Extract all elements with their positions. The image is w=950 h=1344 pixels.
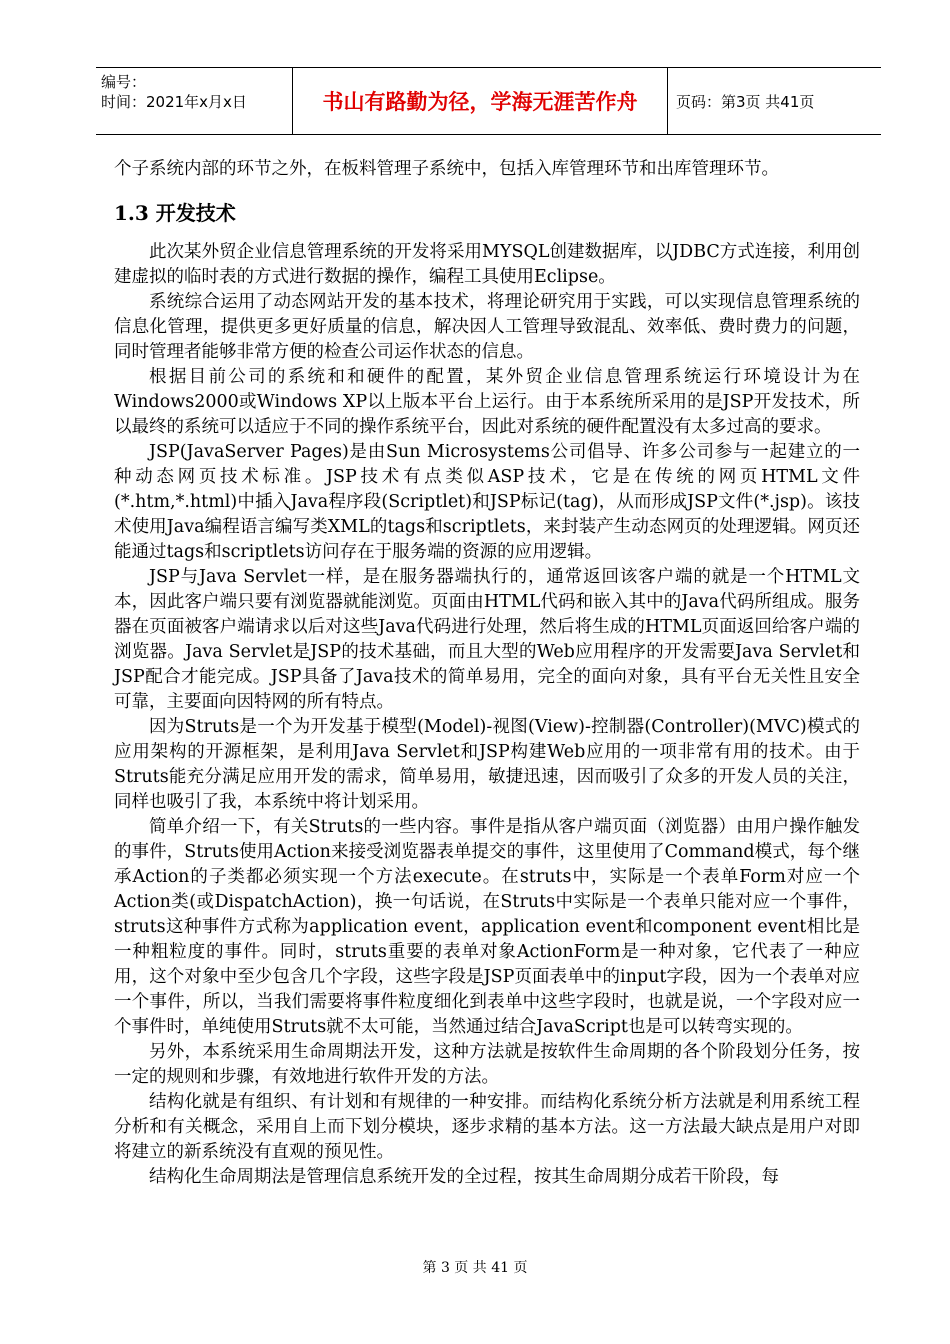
paragraph: JSP与Java Servlet一样，是在服务器端执行的，通常返回该客户端的就是一个HTML文本，因此客户端只要有浏览器就能浏览。页面由HTML代码和嵌入其中的Java代码所组成。服务器在页面被客户端请求以后对这些Java代码进行处理，然后将生成的HTML页面返回给客户端的浏览器。Java Servlet是JSP的技术基础，而且大型的Web应用程序的开发需要Java Servlet和JSP配合才能完成。JSP具备了Java技术的简单易用，完全的面向对象，具有平台无关性且安全可靠，主要面向因特网的所有特点。	[114, 567, 860, 712]
page-footer: 第 3 页 共 41 页	[422, 1260, 528, 1276]
header-table	[96, 67, 881, 135]
paragraph: 系统综合运用了动态网站开发的基本技术，将理论研究用于实践，可以实现信息管理系统的信息化管理，提供更多更好质量的信息，解决因人工管理导致混乱、效率低、费时费力的问题，同时管理者能够非常方便的检查公司运作状态的信息。	[114, 292, 860, 362]
paragraph: 简单介绍一下，有关Struts的一些内容。事件是指从客户端页面（浏览器）由用户操作触发的事件，Struts使用Action来接受浏览器表单提交的事件，这里使用了Command模式，每个继承Action的子类都必须实现一个方法execute。在struts中，实际是一个表单Form对应一个Action类(或DispatchAction)，换一句话说，在Struts中实际是一个表单只能对应一个事件，struts这种事件方式称为application event，application event和component event相比是一种粗粒度的事件。同时，struts重要的表单对象ActionForm是一种对象，它代表了一种应用，这个对象中至少包含几个字段，这些字段是JSP页面表单中的input字段，因为一个表单对应一个事件，所以，当我们需要将事件粒度细化到表单中这些字段时，也就是说，一个字段对应一个事件时，单纯使用Struts就不太可能，当然通过结合JavaScript也是可以转弯实现的。	[114, 817, 860, 1037]
paragraph: 另外，本系统采用生命周期法开发，这种方法就是按软件生命周期的各个阶段划分任务，按一定的规则和步骤，有效地进行软件开发的方法。	[114, 1042, 860, 1087]
time-label: 时间：2021年x月x日	[101, 93, 247, 111]
document-body	[114, 157, 860, 1190]
paragraph: 结构化生命周期法是管理信息系统开发的全过程，按其生命周期分成若干阶段，每	[149, 1167, 779, 1187]
number-label: 编号：	[101, 73, 147, 91]
paragraph: 结构化就是有组织、有计划和有规律的一种安排。而结构化系统分析方法就是利用系统工程分析和有关概念，采用自上而下划分模块，逐步求精的基本方法。这一方法最大缺点是用户对即将建立的新系统没有直观的预见性。	[114, 1092, 860, 1162]
header-motto: 书山有路勤为径，学海无涯苦作舟	[293, 68, 668, 134]
paragraph: JSP(JavaServer Pages)是由Sun Microsystems公司倡导、许多公司参与一起建立的一种动态网页技术标准。JSP技术有点类似ASP技术，它是在传统的网页HTML文件(*.htm,*.html)中插入Java程序段(Scriptlet)和JSP标记(tag)，从而形成JSP文件(*.jsp)。该技术使用Java编程语言编写类XML的tags和scriptlets，来封装产生动态网页的处理逻辑。网页还能通过tags和scriptlets访问存在于服务端的资源的应用逻辑。	[114, 442, 860, 562]
header-meta	[96, 68, 293, 134]
paragraph: 因为Struts是一个为开发基于模型(Model)-视图(View)-控制器(Controller)(MVC)模式的应用架构的开源框架，是利用Java Servlet和JSP构建Web应用的一项非常有用的技术。由于Struts能充分满足应用开发的需求，简单易用，敏捷迅速，因而吸引了众多的开发人员的关注，同样也吸引了我，本系统中将计划采用。	[114, 717, 860, 812]
paragraph: 根据目前公司的系统和和硬件的配置，某外贸企业信息管理系统运行环境设计为在Windows2000或Windows XP以上版本平台上运行。由于本系统所采用的是JSP开发技术，所以最终的系统可以适应于不同的操作系统平台，因此对系统的硬件配置没有太多过高的要求。	[114, 367, 860, 437]
section-title: 1.3 开发技术	[114, 201, 236, 225]
header-page-info: 页码：第3页 共41页	[676, 92, 815, 111]
intro-paragraph: 个子系统内部的环节之外，在板料管理子系统中，包括入库管理环节和出库管理环节。	[114, 159, 779, 179]
paragraph: 此次某外贸企业信息管理系统的开发将采用MYSQL创建数据库，以JDBC方式连接，利用创建虚拟的临时表的方式进行数据的操作，编程工具使用Eclipse。	[114, 242, 860, 287]
